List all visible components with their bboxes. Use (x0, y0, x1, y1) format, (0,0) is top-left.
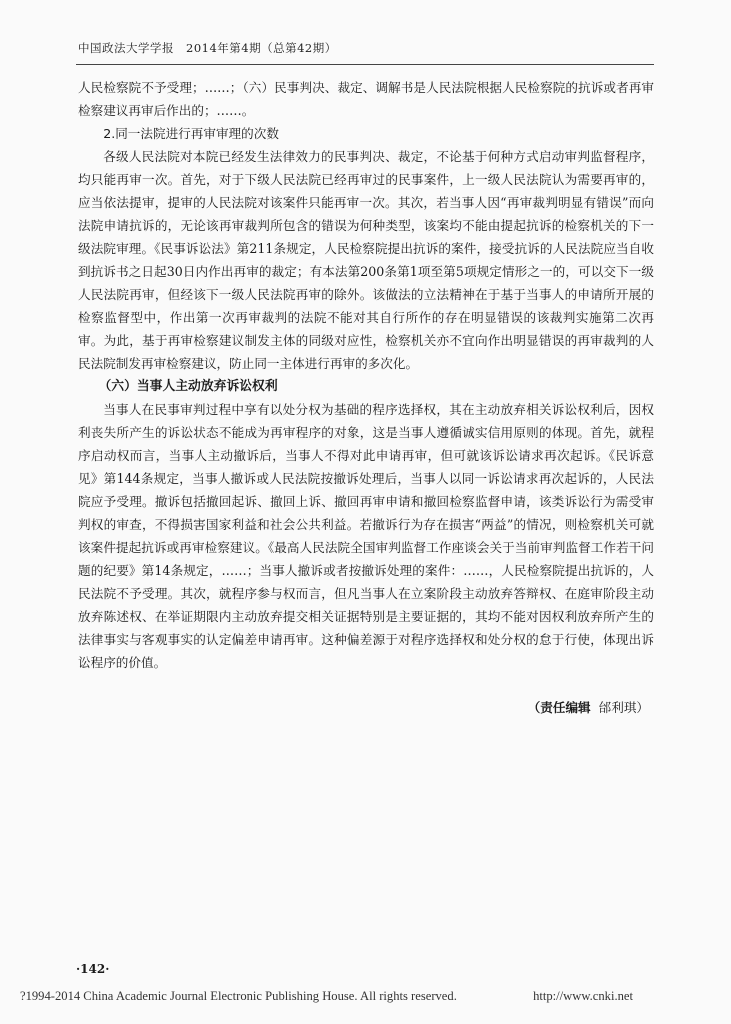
subheading-2: 2.同一法院进行再审审理的次数 (103, 126, 279, 141)
editor-name: 邰利琪） (598, 700, 649, 715)
running-head: 中国政法大学学报 2014年第4期（总第42期） (78, 41, 337, 55)
responsible-editor (528, 697, 649, 716)
editor-label: （责任编辑 (527, 700, 591, 715)
paragraph-intro: 人民检察院不予受理；……；（六）民事判决、裁定、调解书是人民法院根据人民检察院的抗诉或者再审检察建议再审后作出的；……。 (78, 80, 654, 118)
section-6-heading: （六）当事人主动放弃诉讼权利 (98, 379, 278, 394)
article-body (78, 76, 654, 674)
paragraph-retrial-count: 各级人民法院对本院已经发生法律效力的民事判决、裁定，不论基于何种方式启动审判监督程序，均只能再审一次。首先，对于下级人民法院已经再审过的民事案件，上一级人民法院认为需要再审的，应当依法提审，提审的人民法院对该案件只能再审一次。其次，若当事人因“再审裁判明显有错误”而向法院申请抗诉的，无论该再审裁判所包含的错误为何种类型，该案均不能由提起抗诉的检察机关的下一级法院审理。《民事诉讼法》第211条规定，人民检察院提出抗诉的案件，接受抗诉的人民法院应当自收到抗诉书之日起30日内作出再审的裁定；有本法第200条第1项至第5项规定情形之一的，可以交下一级人民法院再审，但经该下一级人民法院再审的除外。该做法的立法精神在于基于当事人的申请所开展的检察监督型中，作出第一次再审裁判的法院不能对其自行所作的存在明显错误的该裁判实施第二次再审。为此，基于再审检察建议制发主体的同级对应性，检察机关亦不宜向作出明显错误的再审裁判的人民法院制发再审检察建议，防止同一主体进行再审的多次化。 (78, 149, 654, 371)
header-rule (76, 64, 654, 65)
paragraph-waiver: 当事人在民事审判过程中享有以处分权为基础的程序选择权，其在主动放弃相关诉讼权利后，因权利丧失所产生的诉讼状态不能成为再审程序的对象，这是当事人遵循诚实信用原则的体现。首先，就程序启动权而言，当事人主动撤诉后，当事人不得对此申请再审，但可就该诉讼请求再次起诉。《民诉意见》第144条规定，当事人撤诉或人民法院按撤诉处理后，当事人以同一诉讼请求再次起诉的，人民法院应予受理。撤诉包括撤回起诉、撤回上诉、撤回再审申请和撤回检察监督申请，该类诉讼行为需受审判权的审查，不得损害国家利益和社会公共利益。若撤诉行为存在损害“两益”的情况，则检察机关可就该案件提起抗诉或再审检察建议。《最高人民法院全国审判监督工作座谈会关于当前审判监督工作若干问题的纪要》第14条规定，……；当事人撤诉或者按撤诉处理的案件：……，人民检察院提出抗诉的，人民法院不予受理。其次，就程序参与权而言，但凡当事人在立案阶段主动放弃答辩权、在庭审阶段主动放弃陈述权、在举证期限内主动放弃提交相关证据特别是主要证据的，其均不能对因权利放弃所产生的法律事实与客观事实的认定偏差申请再审。这种偏差源于对程序选择权和处分权的怠于行使，体现出诉讼程序的价值。 (78, 402, 654, 670)
footer-url: http://www.cnki.net (533, 989, 633, 1003)
page-number: ·142· (76, 962, 110, 976)
footer-copyright: ?1994-2014 China Academic Journal Electronic Publishing House. All rights reserved. (20, 989, 457, 1003)
